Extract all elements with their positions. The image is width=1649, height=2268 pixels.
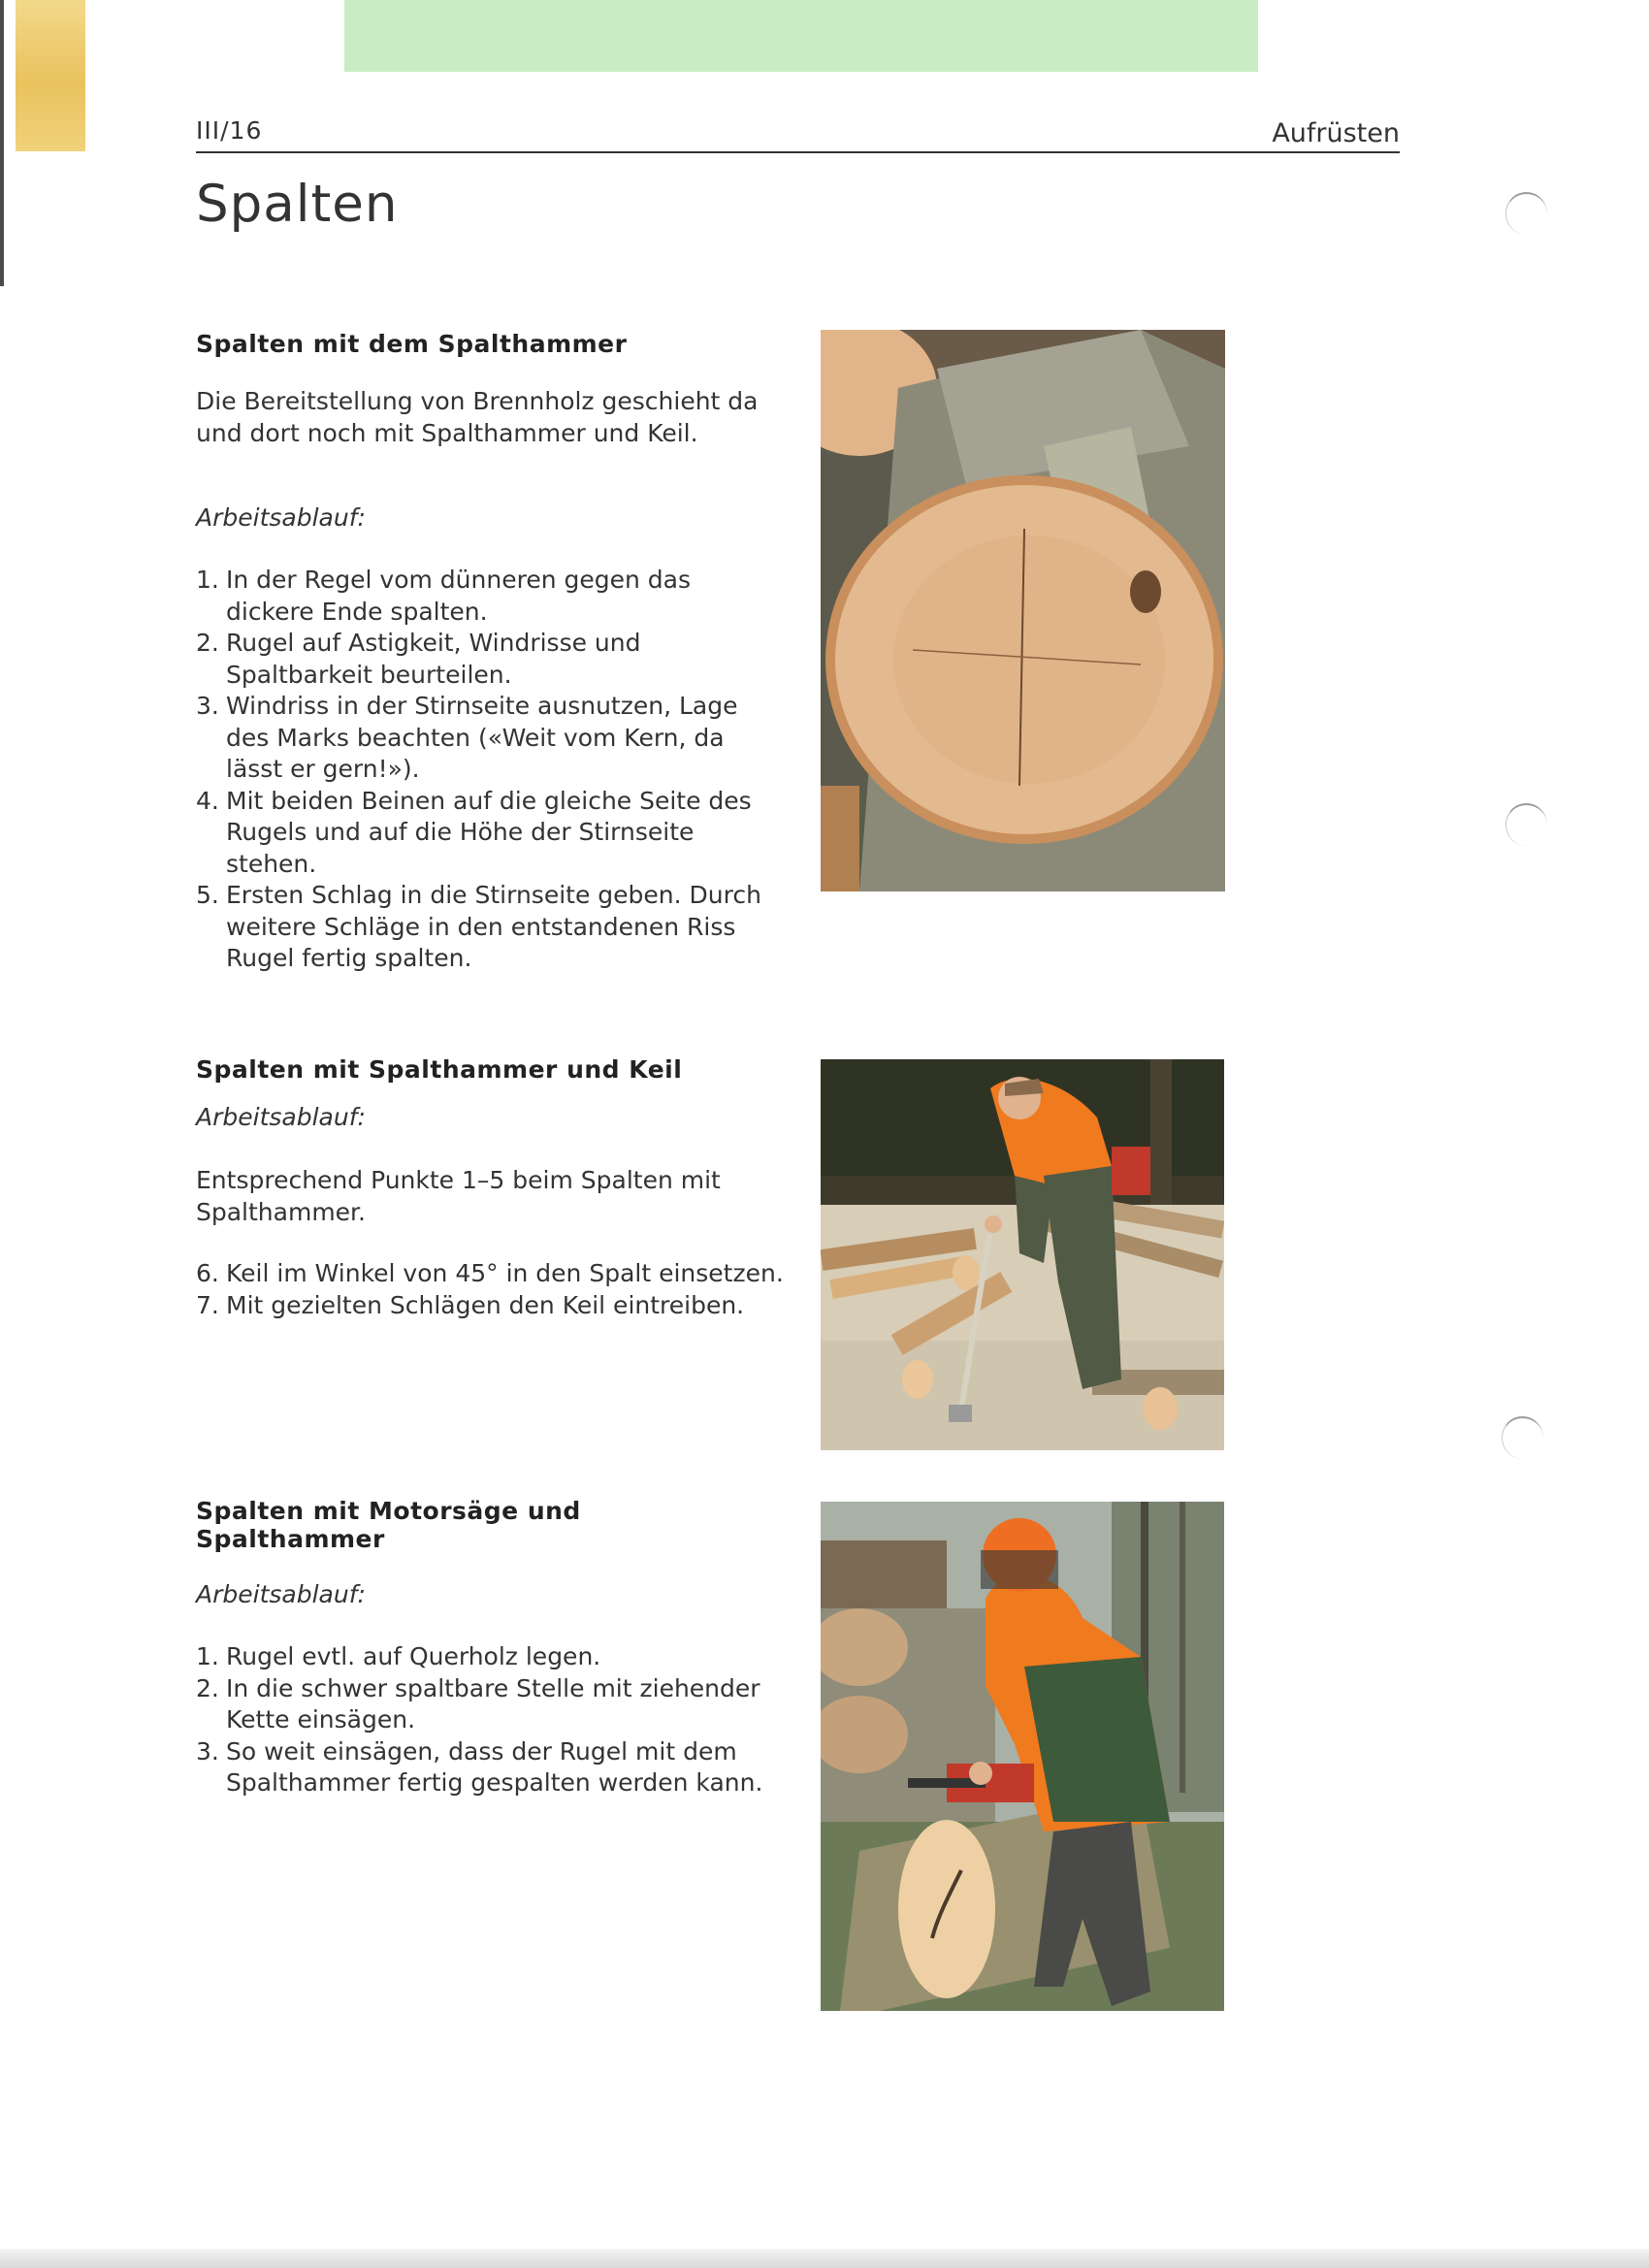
photo-worker-keil: [821, 1059, 1224, 1450]
list-item: [196, 1641, 778, 1673]
step-text: Rugel auf Astigkeit, Windrisse und Spaltbarkeit beurteilen.: [226, 629, 641, 689]
green-highlight-band: [344, 0, 1258, 72]
page-number: III/16: [196, 116, 263, 145]
workflow-label: Arbeitsablauf:: [196, 1580, 366, 1608]
section-heading: Spalten mit dem Spalthammer: [196, 330, 628, 358]
list-item: [196, 1736, 778, 1799]
workflow-label: Arbeitsablauf:: [196, 503, 366, 532]
intro-line: Entsprechend Punkte 1–5 beim Spalten mit: [196, 1166, 721, 1194]
section-intro: [196, 1164, 797, 1228]
section-heading: Spalten mit Spalthammer und Keil: [196, 1055, 683, 1084]
step-number: 1.: [196, 1642, 219, 1670]
step-number: 7.: [196, 1290, 219, 1319]
punch-hole-middle: [1505, 803, 1547, 846]
list-item: [196, 786, 778, 881]
list-item: [196, 1290, 797, 1322]
step-number: 6.: [196, 1259, 219, 1287]
step-number: 4.: [196, 786, 219, 815]
step-text: In die schwer spaltbare Stelle mit ziehender Kette einsägen.: [226, 1673, 760, 1733]
intro-line: und dort noch mit Spalthammer und Keil.: [196, 419, 698, 447]
intro-line: Spalthammer.: [196, 1198, 366, 1226]
step-text: So weit einsägen, dass der Rugel mit dem Spalthammer fertig gespalten werden kann.: [226, 1736, 763, 1797]
list-item: [196, 691, 778, 786]
list-item: [196, 1673, 778, 1736]
step-number: 3.: [196, 692, 219, 720]
workflow-steps: [196, 565, 778, 975]
step-text: Ersten Schlag in die Stirnseite geben. Durch weitere Schläge in den entstandenen Riss Rugel fertig spalten.: [226, 881, 761, 972]
step-number: 5.: [196, 881, 219, 909]
section-spalthammer: [196, 330, 778, 975]
step-number: 2.: [196, 629, 219, 657]
step-text: Mit gezielten Schlägen den Keil eintreiben.: [226, 1290, 745, 1319]
photo-log-end: [821, 330, 1225, 891]
step-number: 3.: [196, 1736, 219, 1766]
scan-edge-bottom: [0, 2249, 1649, 2268]
header-divider: [196, 151, 1400, 153]
intro-line: Die Bereitstellung von Brennholz geschieht da: [196, 387, 759, 415]
punch-hole-bottom: [1502, 1416, 1543, 1459]
step-text: Windriss in der Stirnseite ausnutzen, Lage des Marks beachten («Weit vom Kern, da lässt er gern!»).: [226, 692, 738, 783]
section-heading: Spalten mit Motorsäge und Spalthammer: [196, 1497, 581, 1553]
step-number: 1.: [196, 566, 219, 594]
list-item: [196, 628, 778, 691]
step-text: Rugel evtl. auf Querholz legen.: [226, 1642, 601, 1670]
section-spalthammer-keil: [196, 1055, 797, 1321]
workflow-steps: [196, 1641, 778, 1799]
list-item: [196, 880, 778, 975]
yellow-tab-marker: [16, 0, 85, 151]
step-text: Mit beiden Beinen auf die gleiche Seite des Rugels und auf die Höhe der Stirnseite stehen.: [226, 786, 752, 878]
photo-chainsaw: [821, 1502, 1224, 2011]
workflow-label: Arbeitsablauf:: [196, 1103, 366, 1131]
section-motorsaege: [196, 1497, 778, 1799]
scan-edge-left: [0, 0, 4, 286]
page-title: Spalten: [196, 175, 399, 234]
list-item: [196, 565, 778, 628]
list-item: [196, 1258, 797, 1290]
punch-hole-top: [1505, 192, 1547, 235]
step-text: In der Regel vom dünneren gegen das dickere Ende spalten.: [226, 566, 691, 626]
workflow-steps: [196, 1258, 797, 1321]
section-intro: [196, 385, 778, 449]
step-number: 2.: [196, 1673, 219, 1702]
chapter-title: Aufrüsten: [1272, 118, 1400, 148]
step-text: Keil im Winkel von 45° in den Spalt einsetzen.: [226, 1259, 784, 1287]
